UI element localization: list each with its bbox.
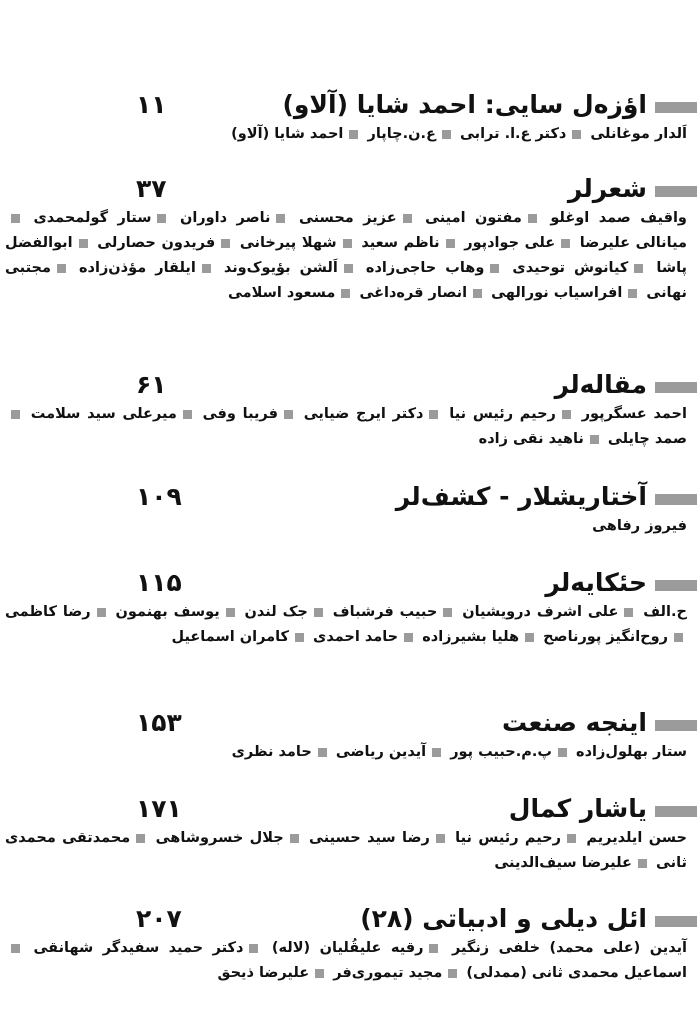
author-item: علی جوادپور	[464, 235, 574, 251]
square-bullet-icon	[528, 214, 537, 223]
author-item: ناظم سعید	[361, 235, 458, 251]
square-bullet-icon	[344, 264, 353, 273]
author-item: ستار گولمحمدی	[33, 210, 170, 226]
square-bullet-icon	[473, 289, 482, 298]
square-bullet-icon	[249, 944, 258, 953]
section-header	[0, 172, 697, 206]
toc-section	[0, 480, 697, 539]
square-bullet-icon	[314, 608, 323, 617]
section-title: یاشار کمال	[508, 794, 647, 823]
square-bullet-icon	[349, 130, 358, 139]
square-bullet-icon	[403, 214, 412, 223]
square-bullet-icon	[448, 969, 457, 978]
square-bullet-icon	[558, 748, 567, 757]
author-item: رضا کاظمی	[5, 604, 110, 620]
page-number: ۱۱۵	[136, 568, 182, 597]
author-item: دکتر حمید سفیدگر شهانقی	[33, 940, 262, 956]
section-header	[0, 480, 697, 514]
section-title: حئکایه‌لر	[545, 568, 647, 597]
author-list	[5, 600, 687, 650]
square-bullet-icon	[315, 969, 324, 978]
page-number: ۱۵۳	[136, 708, 182, 737]
author-item: دکتر ع.ا. ترابی	[460, 126, 585, 142]
section-header	[0, 368, 697, 402]
square-bullet-icon	[490, 264, 499, 273]
square-bullet-icon	[318, 748, 327, 757]
author-item: علی اشرف درویشیان	[462, 604, 637, 620]
author-item: آیدین ریاضی	[336, 744, 445, 760]
author-item: علیرضا ذیحق	[218, 965, 329, 981]
toc-section	[0, 706, 697, 765]
author-item: دکتر ایرج ضیایی	[304, 406, 443, 422]
square-bullet-icon	[634, 264, 643, 273]
square-bullet-icon	[276, 214, 285, 223]
square-bullet-icon	[343, 239, 352, 248]
author-item: مجتبی نهانی	[5, 260, 687, 301]
author-item: مسعود اسلامی	[228, 285, 354, 301]
page-number: ۳۷	[136, 174, 167, 203]
author-item: حامد احمدی	[313, 629, 417, 645]
square-bullet-icon	[561, 239, 570, 248]
author-item: افراسیاب نورالهی	[491, 285, 641, 301]
toc-section	[0, 368, 697, 452]
author-list	[5, 936, 687, 986]
author-item: واقیف صمد اوغلو	[550, 210, 687, 226]
square-bullet-icon	[590, 435, 599, 444]
author-item: ستار بهلول‌زاده	[576, 744, 687, 760]
author-item: جک لندن	[245, 604, 327, 620]
author-item: محمدتقی محمدی ثانی	[5, 830, 687, 871]
section-title: اؤزه‌ل سایی: احمد شایا (آلاو)	[282, 90, 647, 119]
author-item: ناصر داوران	[180, 210, 290, 226]
author-item: مجید تیموری‌فر	[333, 965, 461, 981]
author-item: کامران اسماعیل	[172, 629, 308, 645]
square-bullet-icon	[429, 410, 438, 419]
square-bullet-icon	[290, 834, 299, 843]
square-bullet-icon	[429, 944, 438, 953]
section-marker	[655, 102, 697, 113]
page-number: ۱۷۱	[136, 794, 182, 823]
toc-section	[0, 566, 697, 650]
section-header	[0, 792, 697, 826]
section-header	[0, 566, 697, 600]
author-item: حامد نظری	[232, 744, 331, 760]
square-bullet-icon	[628, 289, 637, 298]
square-bullet-icon	[567, 834, 576, 843]
author-item: ح.الف	[643, 604, 687, 620]
author-item: مفتون امینی	[425, 210, 541, 226]
section-marker	[655, 580, 697, 591]
square-bullet-icon	[443, 608, 452, 617]
section-marker	[655, 186, 697, 197]
square-bullet-icon	[157, 214, 166, 223]
section-marker	[655, 720, 697, 731]
square-bullet-icon	[562, 410, 571, 419]
author-item: جلال خسروشاهی	[156, 830, 303, 846]
section-header	[0, 902, 697, 936]
author-item: روح‌انگیز پورناصح	[543, 629, 687, 645]
author-list	[5, 402, 687, 452]
author-item: رحیم رئیس نیا	[455, 830, 580, 846]
author-item: ع.ن.چاپار	[367, 126, 454, 142]
page-number: ۱۱	[136, 90, 167, 119]
square-bullet-icon	[572, 130, 581, 139]
author-item: رقیه علیقُلیان (لاله)	[272, 940, 443, 956]
author-item: اَلشن بؤیوک‌وند	[224, 260, 357, 276]
square-bullet-icon	[638, 859, 647, 868]
author-list	[5, 740, 687, 765]
page-number: ۲۰۷	[136, 904, 182, 933]
author-item: پ.م.حبیب پور	[450, 744, 571, 760]
author-item: کیانوش توحیدی	[512, 260, 647, 276]
section-title: مقاله‌لر	[554, 370, 647, 399]
page-number: ۶۱	[136, 370, 167, 399]
square-bullet-icon	[436, 834, 445, 843]
author-item: فریبا وفی	[203, 406, 297, 422]
author-item: صمد چایلی	[5, 406, 687, 447]
author-item: شهلا پیرخانی	[240, 235, 356, 251]
square-bullet-icon	[226, 608, 235, 617]
page-number: ۱۰۹	[136, 482, 182, 511]
square-bullet-icon	[432, 748, 441, 757]
author-item: میرعلی سید سلامت	[31, 406, 196, 422]
author-item: وهاب حاجی‌زاده	[366, 260, 503, 276]
author-item: آیدین (علی محمد) خلفی زنگیر	[451, 940, 687, 956]
author-item: عزیز محسنی	[299, 210, 416, 226]
section-title: ائل دیلی و ادبیاتی (۲۸)	[360, 904, 647, 933]
section-title: اینجه صنعت	[502, 708, 647, 737]
author-item: ایلقار مؤذن‌زاده	[79, 260, 215, 276]
square-bullet-icon	[221, 239, 230, 248]
author-item: انصار قره‌داغی	[359, 285, 486, 301]
square-bullet-icon	[624, 608, 633, 617]
square-bullet-icon	[295, 633, 304, 642]
author-item: میانالی علیرضا	[5, 210, 687, 251]
square-bullet-icon	[97, 608, 106, 617]
square-bullet-icon	[183, 410, 192, 419]
section-marker	[655, 382, 697, 393]
square-bullet-icon	[11, 944, 20, 953]
author-item: فیروز رفاهی	[592, 518, 687, 534]
author-list	[5, 514, 687, 539]
square-bullet-icon	[674, 633, 683, 642]
section-marker	[655, 494, 697, 505]
author-item: ناهید نقی زاده	[479, 431, 603, 447]
author-item: حبیب فرشباف	[333, 604, 457, 620]
square-bullet-icon	[404, 633, 413, 642]
square-bullet-icon	[136, 834, 145, 843]
author-item: احمد عسگرپور	[581, 406, 687, 422]
toc-section	[0, 792, 697, 876]
author-list	[5, 826, 687, 876]
author-item: اَلدار موغانلی	[590, 126, 687, 142]
section-title: شعرلر	[567, 174, 647, 203]
square-bullet-icon	[79, 239, 88, 248]
toc-section	[0, 902, 697, 986]
section-marker	[655, 916, 697, 927]
toc-section	[0, 172, 697, 306]
square-bullet-icon	[11, 214, 20, 223]
square-bullet-icon	[341, 289, 350, 298]
square-bullet-icon	[202, 264, 211, 273]
author-item: ابوالفضل پاشا	[5, 235, 687, 276]
section-title: آختاریشلار - کشف‌لر	[395, 482, 647, 511]
author-item: علیرضا سیف‌الدینی	[494, 855, 651, 871]
author-item: رضا سید حسینی	[309, 830, 449, 846]
author-item: فریدون حصارلی	[97, 235, 234, 251]
author-item: حسن ایلدیریم	[586, 830, 687, 846]
section-header	[0, 88, 697, 122]
toc-section	[0, 88, 697, 147]
square-bullet-icon	[446, 239, 455, 248]
section-header	[0, 706, 697, 740]
author-list	[5, 122, 687, 147]
square-bullet-icon	[442, 130, 451, 139]
square-bullet-icon	[57, 264, 66, 273]
author-item: رحیم رئیس نیا	[449, 406, 575, 422]
author-list	[5, 206, 687, 306]
square-bullet-icon	[525, 633, 534, 642]
author-item: اسماعیل محمدی ثانی (ممدلی)	[5, 940, 687, 981]
author-item: هلیا بشیرزاده	[422, 629, 538, 645]
square-bullet-icon	[284, 410, 293, 419]
author-item: احمد شایا (آلاو)	[231, 126, 362, 142]
square-bullet-icon	[11, 410, 20, 419]
section-marker	[655, 806, 697, 817]
author-item: یوسف بهنمون	[116, 604, 239, 620]
